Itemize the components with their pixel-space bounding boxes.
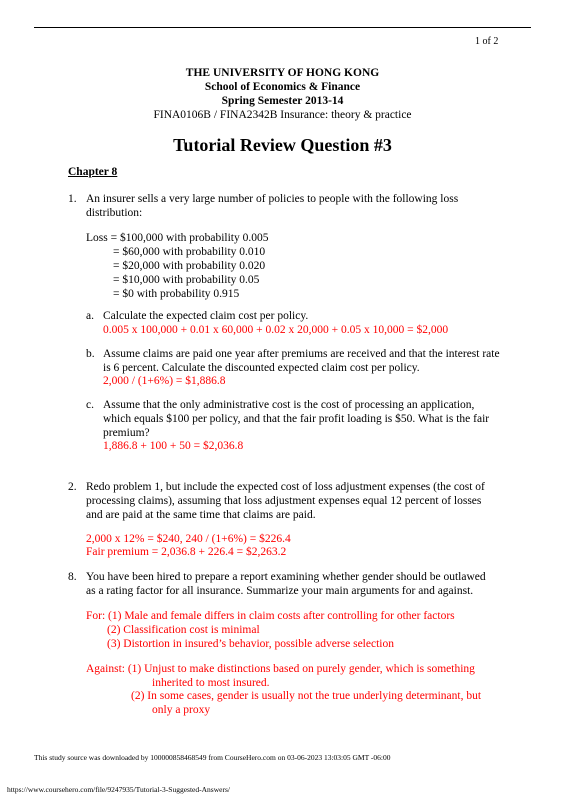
- chapter-heading: Chapter 8: [68, 166, 118, 178]
- download-notice: This study source was downloaded by 100000858468549 from CourseHero.com on 03-06-2023 13:03:05 GMT -06:00: [34, 753, 391, 762]
- q1-number: 1.: [68, 193, 77, 205]
- q8-for-line3: (3) Distortion in insured’s behavior, possible adverse selection: [107, 638, 394, 650]
- loss-dist-line: = $60,000 with probability 0.010: [113, 246, 266, 258]
- page-title: Tutorial Review Question #3: [173, 135, 392, 155]
- q2-text-line1: Redo problem 1, but include the expected cost of loss adjustment expenses (the cost of: [86, 481, 485, 493]
- q8-against-line1b: inherited to most insured.: [152, 677, 270, 689]
- top-rule: [34, 27, 531, 28]
- q1b-label: b.: [86, 348, 95, 360]
- q1c-question-line2: which equals $100 per policy, and that the fair profit loading is $50. What is the fair: [103, 413, 490, 425]
- q1a-question: Calculate the expected claim cost per policy.: [103, 310, 309, 322]
- loss-dist-line: = $10,000 with probability 0.05: [113, 274, 260, 286]
- q1c-question-line1: Assume that the only administrative cost is the cost of processing an application,: [103, 399, 475, 411]
- course-title: FINA0106B / FINA2342B Insurance: theory & practice: [153, 109, 412, 121]
- q2-text-line3: and are paid at the same time that claims are paid.: [86, 509, 316, 521]
- page-number: 1 of 2: [475, 36, 499, 47]
- q1-text-line1: An insurer sells a very large number of policies to people with the following loss: [86, 193, 459, 205]
- loss-dist-line: Loss = $100,000 with probability 0.005: [86, 232, 269, 244]
- q8-text-line2: as a rating factor for all insurance. Summarize your main arguments for and against.: [86, 585, 474, 597]
- q2-number: 2.: [68, 481, 77, 493]
- q1c-answer: 1,886.8 + 100 + 50 = $2,036.8: [103, 440, 244, 452]
- q8-against-line1: Against: (1) Unjust to make distinctions based on purely gender, which is something: [86, 663, 475, 675]
- q1a-label: a.: [86, 310, 94, 322]
- q8-against-line2: (2) In some cases, gender is usually not the true underlying determinant, but: [131, 690, 482, 702]
- q1-text-line2: distribution:: [86, 207, 143, 219]
- q1c-label: c.: [86, 399, 94, 411]
- q2-answer-line1: 2,000 x 12% = $240, 240 / (1+6%) = $226.4: [86, 533, 291, 545]
- loss-dist-line: = $0 with probability 0.915: [113, 288, 240, 300]
- q2-text-line2: processing claims), assuming that loss adjustment expenses equal 12 percent of losses: [86, 495, 482, 507]
- q1b-question-line2: is 6 percent. Calculate the discounted expected claim cost per policy.: [103, 362, 420, 374]
- university-name: THE UNIVERSITY OF HONG KONG: [185, 67, 380, 79]
- q1b-question-line1: Assume claims are paid one year after premiums are received and that the interest rate: [103, 348, 500, 360]
- q8-against-line2b: only a proxy: [152, 704, 211, 716]
- loss-dist-line: = $20,000 with probability 0.020: [113, 260, 266, 272]
- q1b-answer: 2,000 / (1+6%) = $1,886.8: [103, 375, 226, 387]
- source-url: https://www.coursehero.com/file/9247935/Tutorial-3-Suggested-Answers/: [7, 785, 230, 794]
- q1c-question-line3: premium?: [103, 427, 150, 439]
- q8-for-line2: (2) Classification cost is minimal: [107, 624, 260, 636]
- q8-number: 8.: [68, 571, 77, 583]
- school-name: School of Economics & Finance: [204, 81, 361, 93]
- semester: Spring Semester 2013-14: [221, 95, 344, 107]
- q8-for-line1: For: (1) Male and female differs in claim costs after controlling for other factors: [86, 610, 455, 622]
- q1a-answer: 0.005 x 100,000 + 0.01 x 60,000 + 0.02 x 20,000 + 0.05 x 10,000 = $2,000: [103, 324, 449, 336]
- q2-answer-line2: Fair premium = 2,036.8 + 226.4 = $2,263.2: [86, 546, 287, 558]
- q8-text-line1: You have been hired to prepare a report examining whether gender should be outlawed: [86, 571, 486, 583]
